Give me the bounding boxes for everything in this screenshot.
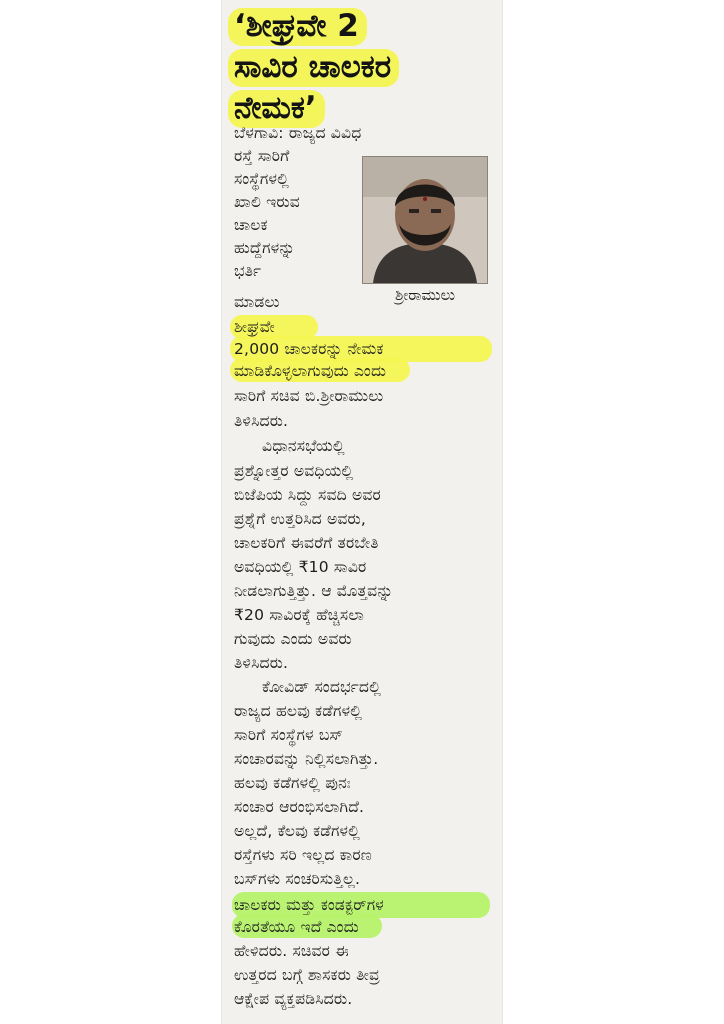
headline-line-1: ‘ಶೀಘ್ರವೇ 2 (228, 8, 367, 46)
headline-line-2: ಸಾವಿರ ಚಾಲಕರ (228, 49, 399, 87)
body-line: ಹಲವು ಕಡೆಗಳಲ್ಲಿ ಪುನಃ (234, 774, 351, 792)
body-line: ಖಾಲಿ ಇರುವ (234, 193, 300, 211)
body-line: ಬೆಳಗಾವಿ: ರಾಜ್ಯದ ವಿವಿಧ (234, 124, 362, 142)
body-line: ₹20 ಸಾವಿರಕ್ಕೆ ಹೆಚ್ಚಿಸಲಾ (234, 606, 365, 624)
body-line: ರಸ್ತೆಗಳು ಸರಿ ಇಲ್ಲದ ಕಾರಣ (234, 846, 372, 864)
body-line: ಸಾರಿಗೆ ಸಚಿವ ಬಿ.ಶ್ರೀರಾಮುಲು (234, 387, 384, 405)
body-line: ಅಲ್ಲದೆ, ಕೆಲವು ಕಡೆಗಳಲ್ಲಿ (234, 822, 361, 840)
body-line: ರಾಜ್ಯದ ಹಲವು ಕಡೆಗಳಲ್ಲಿ (234, 702, 363, 720)
body-line: ಪ್ರಶ್ನೋತ್ತರ ಅವಧಿಯಲ್ಲಿ (234, 462, 354, 480)
body-line: ಬಿಜೆಪಿಯ ಸಿದ್ದು ಸವದಿ ಅವರ (234, 486, 381, 504)
body-line: ನೀಡಲಾಗುತ್ತಿತ್ತು. ಆ ಮೊತ್ತವನ್ನು (234, 582, 394, 600)
body-line: ರಸ್ತೆ ಸಾರಿಗೆ (234, 147, 290, 165)
portrait-image (363, 157, 487, 283)
body-line: ಕೋವಿಡ್ ಸಂದರ್ಭದಲ್ಲಿ (262, 678, 382, 696)
body-line: ಶೀಘ್ರವೇ (234, 318, 275, 336)
body-line: ಸಂಚಾರ ಆರಂಭಿಸಲಾಗಿದೆ. (234, 798, 365, 816)
body-line: ಅವಧಿಯಲ್ಲಿ ₹10 ಸಾವಿರ (234, 558, 367, 576)
body-line: ಚಾಲಕರಿಗೆ ಈವರೆಗೆ ತರಬೇತಿ (234, 534, 379, 552)
portrait-photo (362, 156, 488, 284)
body-line: ಗುವುದು ಎಂದು ಅವರು (234, 630, 352, 648)
body-line: ಹೇಳಿದರು. ಸಚಿವರ ಈ (234, 942, 349, 960)
body-line: ಭರ್ತಿ (234, 262, 262, 280)
headline-line-3: ನೇಮಕ’ (228, 90, 325, 128)
body-line: ತಿಳಿಸಿದರು. (234, 412, 289, 430)
body-line: ಮಾಡಿಕೊಳ್ಳಲಾಗುವುದು ಎಂದು (234, 362, 387, 380)
body-line: ವಿಧಾನಸಭೆಯಲ್ಲಿ (262, 437, 345, 455)
body-line: ಪ್ರಶ್ನೆಗೆ ಉತ್ತರಿಸಿದ ಅವರು, (234, 510, 367, 528)
body-line: ಆಕ್ಷೇಪ ವ್ಯಕ್ತಪಡಿಸಿದರು. (234, 990, 353, 1008)
body-line: ಚಾಲಕರು ಮತ್ತು ಕಂಡಕ್ಟರ್‌ಗಳ (234, 896, 384, 914)
body-line: ಚಾಲಕ (234, 216, 268, 234)
body-line: ಸಾರಿಗೆ ಸಂಸ್ಥೆಗಳ ಬಸ್ (234, 726, 344, 744)
body-line: ತಿಳಿಸಿದರು. (234, 654, 289, 672)
body-line: ಬಸ್‌ಗಳು ಸಂಚರಿಸುತ್ತಿಲ್ಲ. (234, 870, 361, 888)
body-line: ಮಾಡಲು (234, 293, 280, 311)
body-line: ಕೊರತೆಯೂ ಇದೆ ಎಂದು (234, 918, 359, 936)
body-line: 2,000 ಚಾಲಕರನ್ನು ನೇಮಕ (234, 340, 384, 358)
headline (228, 6, 498, 129)
body-line: ಉತ್ತರದ ಬಗ್ಗೆ ಶಾಸಕರು ತೀವ್ರ (234, 966, 380, 984)
photo-caption: ಶ್ರೀರಾಮುಲು (395, 286, 455, 304)
body-line: ಸಂಚಾರವನ್ನು ನಿಲ್ಲಿಸಲಾಗಿತ್ತು. (234, 750, 379, 768)
body-line: ಸಂಸ್ಥೆಗಳಲ್ಲಿ (234, 170, 290, 188)
body-line: ಹುದ್ದೆಗಳನ್ನು (234, 239, 296, 257)
